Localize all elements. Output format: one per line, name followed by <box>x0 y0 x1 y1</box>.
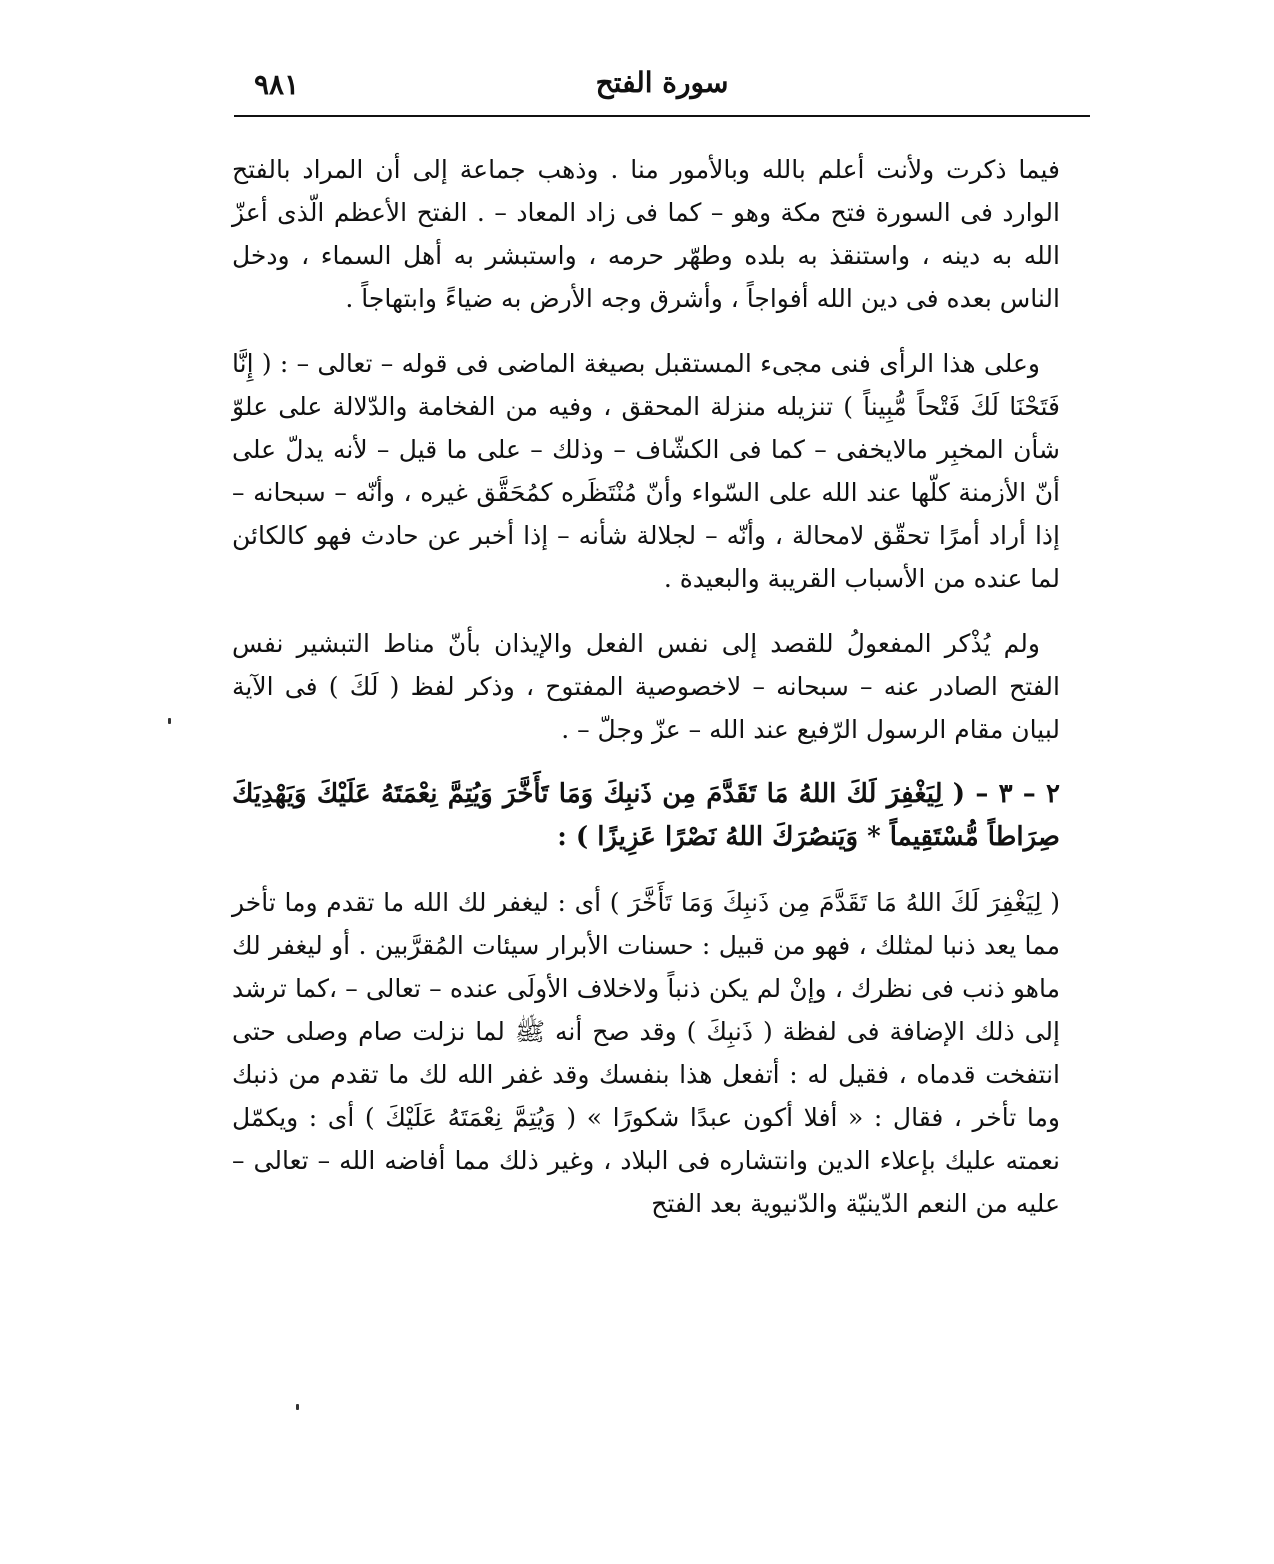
page-number: ٩٨١ <box>254 68 300 101</box>
verse-heading: ٢ – ٣ – ( لِيَغْفِرَ لَكَ اللهُ مَا تَقَدَّمَ مِن ذَنبِكَ وَمَا تَأَخَّرَ وَيُتِمَّ نِعْمَتَهُ عَلَيْكَ وَيَهْدِيَكَ صِرَاطاً مُّسْتَقِيماً * وَيَنصُرَكَ اللهُ نَصْرًا عَزِيزًا ) : <box>232 779 1061 852</box>
body-text <box>232 148 1060 1247</box>
paragraph-2: وعلى هذا الرأى فنى مجىء المستقبل بصيغة الماضى فى قوله – تعالى – : ( إِنَّا فَتَحْنَا لَكَ فَتْحاً مُّبِيناً ) تنزيله منزلة المحقق ، وفيه من الفخامة والدّلالة على علوّ شأن المخبِر مالايخفى – كما فى الكشّاف – وذلك – على ما قيل – لأنه يدلّ على أنّ الأزمنة كلّها عند الله على السّواء وأنّ مُنْتَظَره كمُحَقَّق غيره ، وأنّه – سبحانه – إذا أراد أمرًا تحقّق لامحالة ، وأنّه – لجلالة شأنه – إذا أخبر عن حادث فهو كالكائن لما عنده من الأسباب القريبة والبعيدة . <box>232 349 1060 593</box>
header-divider <box>234 115 1090 117</box>
scan-speck <box>168 718 171 724</box>
paragraph-5: ( لِيَغْفِرَ لَكَ اللهُ مَا تَقَدَّمَ مِن ذَنبِكَ وَمَا تَأَخَّرَ ) أى : ليغفر لك الله ما تقدم وما تأخر مما يعد ذنبا لمثلك ، فهو من قبيل : حسنات الأبرار سيئات المُقرَّبين . أو ليغفر لك ماهو ذنب فى نظرك ، وإنْ لم يكن ذنباً ولاخلاف الأولَى عنده – تعالى – ،كما ترشد إلى ذلك الإضافة فى لفظة ( ذَنبِكَ ) وقد صح أنه ﷺ لما نزلت صام وصلى حتى انتفخت قدماه ، فقيل له : أتفعل هذا بنفسك وقد غفر الله لك ما تقدم من ذنبك وما تأخر ، فقال : « أفلا أكون عبدًا شكورًا » ( وَيُتِمَّ نِعْمَتَهُ عَلَيْكَ ) أى : ويكمّل نعمته عليك بإعلاء الدين وانتشاره فى البلاد ، وغير ذلك مما أفاضه الله – تعالى – عليه من النعم الدّينيّة والدّنيوية بعد الفتح <box>232 888 1060 1218</box>
paragraph-3: ولم يُذْكر المفعولُ للقصد إلى نفس الفعل والإيذان بأنّ مناط التبشير نفس الفتح الصادر عنه – سبحانه – لاخصوصية المفتوح ، وذكر لفظ ( لَكَ ) فى الآية لبيان مقام الرسول الرّفيع عند الله – عزّ وجلّ – . <box>232 629 1060 744</box>
running-title: سورة الفتح <box>595 66 729 99</box>
scan-speck <box>296 1404 299 1410</box>
page-header <box>234 62 1090 116</box>
paragraph-1: فيما ذكرت ولأنت أعلم بالله وبالأمور منا . وذهب جماعة إلى أن المراد بالفتح الوارد فى السورة فتح مكة وهو – كما فى زاد المعاد – . الفتح الأعظم الّذى أعزّ الله به دينه ، واستنقذ به بلده وطهّر حرمه ، واستبشر به أهل السماء ، ودخل الناس بعده فى دين الله أفواجاً ، وأشرق وجه الأرض به ضياءً وابتهاجاً . <box>232 155 1060 313</box>
